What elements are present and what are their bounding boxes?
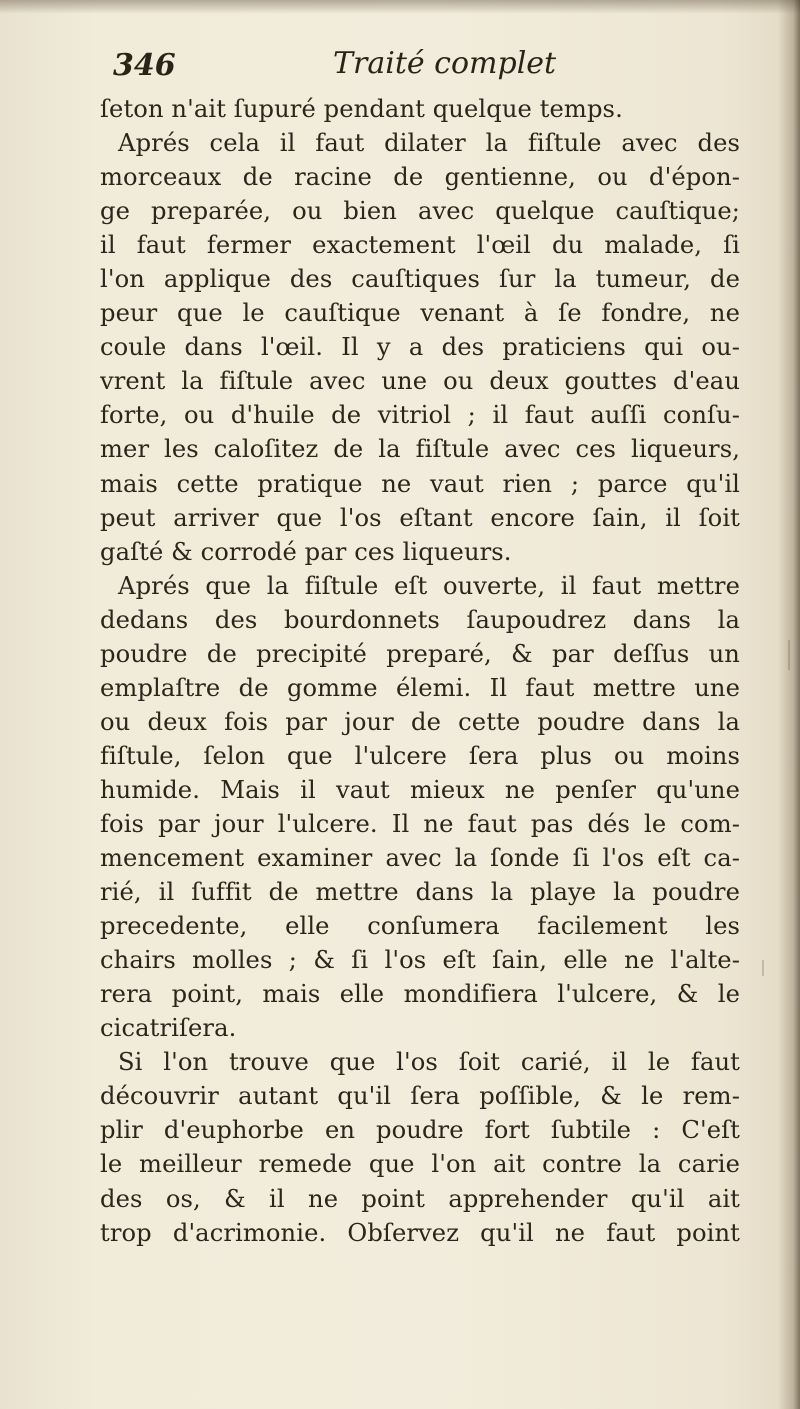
text-line: fiſtule, ſelon que l'ulcere ſera plus ou moins	[100, 741, 740, 770]
text-line: peur que le cauſtique venant à ſe fondre, ne	[100, 299, 740, 328]
text-line: rera point, mais elle mondifiera l'ulcere, & le	[100, 980, 740, 1009]
running-head	[113, 44, 753, 88]
text-line: le meilleur remede que l'on ait contre la carie	[100, 1150, 740, 1179]
text-line: chairs molles ; & ſi l'os eſt ſain, elle ne l'alte-	[100, 946, 740, 975]
text-line: Si l'on trouve que l'os ſoit carié, il le faut	[118, 1048, 740, 1077]
text-line: ge preparée, ou bien avec quelque cauſtique;	[100, 197, 740, 226]
text-line: ou deux fois par jour de cette poudre dans la	[100, 707, 740, 736]
running-title: Traité complet	[333, 46, 557, 81]
text-line: trop d'acrimonie. Obſervez qu'il ne faut point	[100, 1218, 740, 1247]
text-line: plir d'euphorbe en poudre fort ſubtile : C'eſt	[100, 1116, 740, 1145]
text-line: morceaux de racine de gentienne, ou d'épon-	[100, 163, 740, 192]
text-line: poudre de precipité preparé, & par deſſus un	[100, 639, 740, 668]
text-line: vrent la fiſtule avec une ou deux gouttes d'eau	[100, 367, 740, 396]
text-line: precedente, elle conſumera facilement les	[100, 912, 740, 941]
text-line: fois par jour l'ulcere. Il ne faut pas dés le com-	[100, 809, 740, 838]
binding-edge-shadow	[778, 0, 800, 1409]
text-line: peut arriver que l'os eſtant encore ſain, il ſoit	[100, 503, 740, 532]
text-line: des os, & il ne point apprehender qu'il ait	[100, 1184, 740, 1213]
text-line: mer les caloſitez de la fiſtule avec ces liqueurs,	[100, 435, 740, 464]
text-line: ſeton n'ait ſupuré pendant quelque temps.	[100, 95, 623, 123]
text-line: Aprés que la fiſtule eſt ouverte, il faut mettre	[118, 571, 740, 600]
paper-mark	[762, 960, 764, 976]
text-line: mencement examiner avec la ſonde ſi l'os eſt ca-	[100, 844, 740, 873]
text-line: il faut fermer exactement l'œil du malade, ſi	[100, 231, 740, 260]
text-line: découvrir autant qu'il ſera poſſible, & le rem-	[100, 1082, 740, 1111]
text-line: emplaſtre de gomme élemi. Il faut mettre une	[100, 673, 740, 702]
text-line: l'on applique des cauſtiques ſur la tumeur, de	[100, 265, 740, 294]
text-line: humide. Mais il vaut mieux ne penſer qu'une	[100, 775, 740, 804]
page-number: 346	[113, 48, 176, 83]
text-line: coule dans l'œil. Il y a des praticiens qui ou-	[100, 333, 740, 362]
text-line: Aprés cela il faut dilater la fiſtule avec des	[118, 129, 740, 158]
text-line: cicatriſera.	[100, 1014, 237, 1043]
text-line: mais cette pratique ne vaut rien ; parce qu'il	[100, 469, 740, 498]
paper-mark	[788, 640, 790, 670]
body-text	[100, 92, 740, 1250]
text-line: forte, ou d'huile de vitriol ; il faut auſſi conſu-	[100, 401, 740, 430]
text-line: dedans des bourdonnets ſaupoudrez dans la	[100, 605, 740, 634]
text-line: gaſté & corrodé par ces liqueurs.	[100, 537, 512, 566]
top-page-shadow	[0, 0, 800, 14]
text-line: rié, il ſuffit de mettre dans la playe la poudre	[100, 878, 740, 907]
